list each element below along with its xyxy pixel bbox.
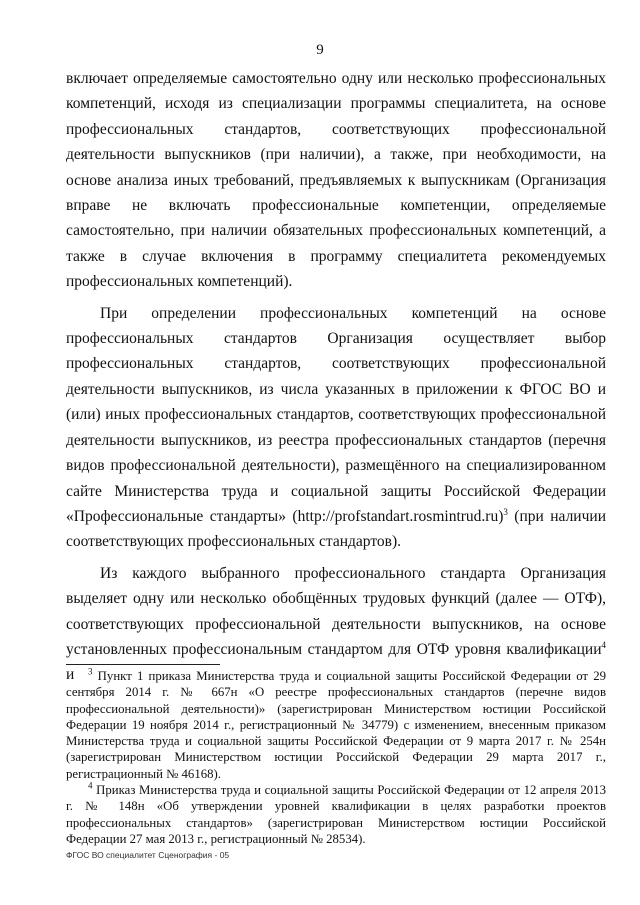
page-footer: ФГОС ВО специалитет Сценография - 05 — [66, 850, 230, 860]
paragraph-1 — [66, 66, 606, 295]
footnote-marker-4: 4 — [88, 780, 93, 791]
paragraph-3-text-end: и — [66, 666, 75, 684]
paragraph-2-text: При определении профессиональных компетенций на основе профессиональных стандартов Организация осуществляет выбор профессиональных стандартов, соответствующих профессиональной деятельности выпускников, из числа указанных в приложении к ФГОС ВО и (или) иных профессиональных стандартов, соответствующих профессиональной деятельности выпускников, из реестра профессиональных стандартов (перечня видов профессиональной деятельности), размещённого на специализированном сайте Министерства труда и социальной защиты Российской Федерации «Профессиональные стандарты» (http://profstandart.rosmintrud.ru) — [66, 304, 606, 525]
footnote-4 — [66, 782, 606, 847]
main-text — [66, 66, 606, 688]
footnote-3 — [66, 668, 606, 782]
paragraph-2-text-end: (при наличии соответствующих профессиональных стандартов). — [66, 507, 606, 551]
footnote-3-text: Пункт 1 приказа Министерства труда и социальной защиты Российской Федерации от 29 сентября 2014 г. № 667н «О реестре профессиональных стандартов (перечне видов профессиональной деятельности)» (зарегистрирован Министерством юстиции Российской Федерации 19 ноября 2014 г., регистрационный № 34779) с изменением, внесенным приказом Министерства труда и социальной защиты Российской Федерации от 9 марта 2017 г. № 254н (зарегистрирован Министерством юстиции Российской Федерации 29 марта 2017 г., регистрационный № 46168). — [66, 669, 606, 781]
footnote-marker-3: 3 — [88, 666, 93, 677]
footnote-ref-4: 4 — [601, 639, 606, 650]
footnote-ref-3: 3 — [503, 506, 508, 517]
paragraph-3-text: Из каждого выбранного профессионального стандарта Организация выделяет одну или несколько обобщённых трудовых функций (далее — ОТФ), соответствующих профессиональной деятельности выпускников, на основе установленных профессиональным стандартом для ОТФ уровня квалификации — [66, 564, 606, 658]
footnote-4-text: Приказ Министерства труда и социальной защиты Российской Федерации от 12 апреля 2013 г. № 148н «Об утверждении уровней квалификации в целях разработки проектов профессиональных стандартов» (зарегистрирован Министерством юстиции Российской Федерации 27 мая 2013 г., регистрационный № 28534). — [66, 783, 606, 846]
paragraph-2 — [66, 301, 606, 555]
footnote-separator — [66, 664, 220, 665]
page-number: 9 — [316, 42, 324, 58]
paragraph-1-text: включает определяемые самостоятельно одну или несколько профессиональных компетенций, исходя из специализации программы специалитета, на основе профессиональных стандартов, соответствующих профессиональной деятельности выпускников (при наличии), а также, при необходимости, на основе анализа иных требований, предъявляемых к выпускникам (Организация вправе не включать профессиональные компетенции, определяемые самостоятельно, при наличии обязательных профессиональных компетенций, а также в случае включения в программу специалитета рекомендуемых профессиональных компетенций). — [66, 70, 606, 291]
footnotes — [66, 668, 606, 847]
